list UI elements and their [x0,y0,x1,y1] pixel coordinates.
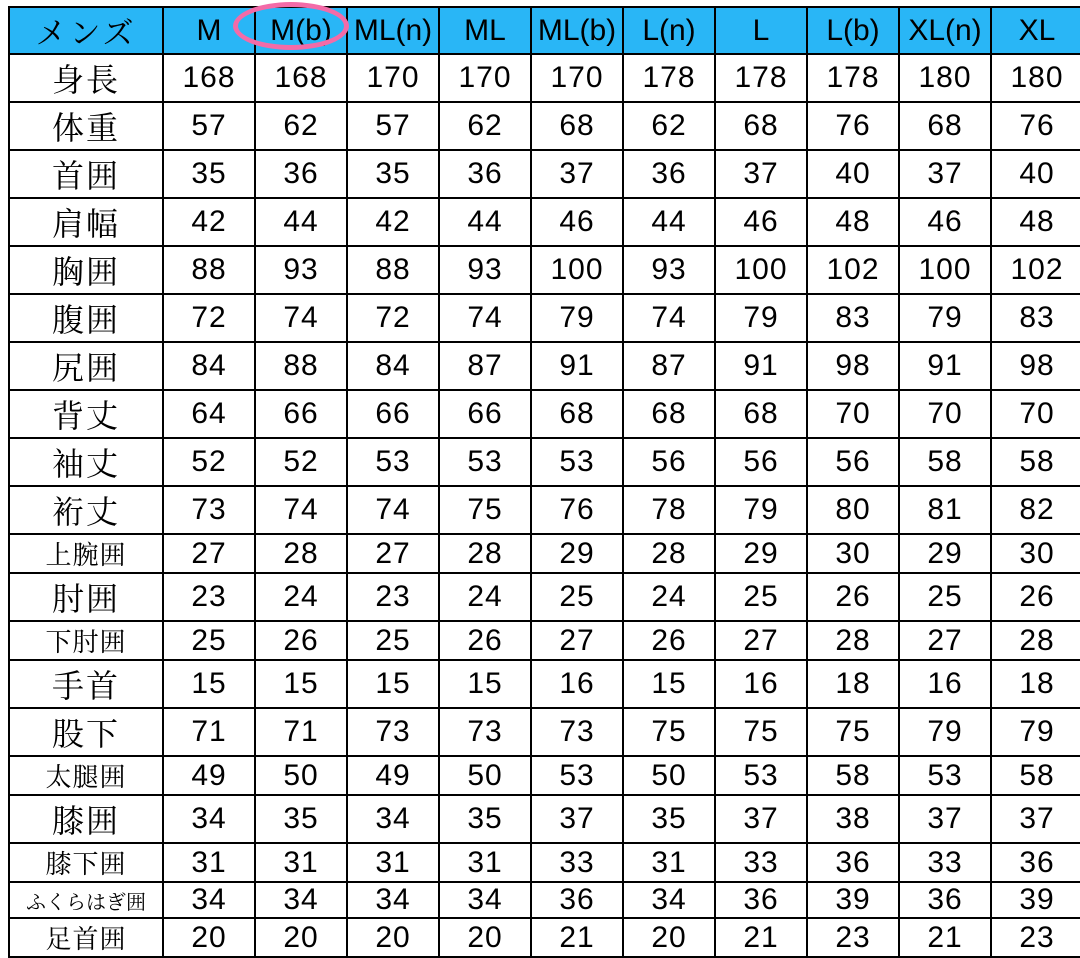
row-label: 肩幅 [9,198,163,246]
value-cell: 28 [807,621,899,660]
table-header-row [9,7,1080,54]
value-cell: 57 [163,102,255,150]
value-cell: 20 [255,918,347,957]
value-cell: 100 [899,246,991,294]
value-cell: 66 [439,390,531,438]
row-label: 腹囲 [9,294,163,342]
value-cell: 18 [807,660,899,708]
value-cell: 31 [623,843,715,882]
value-cell: 31 [439,843,531,882]
value-cell: 15 [163,660,255,708]
column-header: XL [991,7,1080,54]
value-cell: 37 [991,795,1080,843]
column-header: M [163,7,255,54]
value-cell: 58 [991,756,1080,795]
value-cell: 52 [163,438,255,486]
column-header: XL(n) [899,7,991,54]
value-cell: 91 [715,342,807,390]
table-row [9,150,1080,198]
value-cell: 34 [255,882,347,918]
value-cell: 36 [991,843,1080,882]
row-label: 足首囲 [9,918,163,957]
row-label: 尻囲 [9,342,163,390]
value-cell: 58 [899,438,991,486]
value-cell: 91 [899,342,991,390]
value-cell: 75 [623,708,715,756]
value-cell: 36 [623,150,715,198]
table-row [9,795,1080,843]
value-cell: 26 [991,573,1080,621]
value-cell: 33 [531,843,623,882]
value-cell: 15 [623,660,715,708]
table-row [9,54,1080,102]
value-cell: 100 [715,246,807,294]
value-cell: 37 [531,150,623,198]
value-cell: 36 [531,882,623,918]
table-row [9,843,1080,882]
value-cell: 62 [623,102,715,150]
value-cell: 74 [347,486,439,534]
value-cell: 31 [255,843,347,882]
value-cell: 36 [899,882,991,918]
value-cell: 23 [807,918,899,957]
value-cell: 178 [623,54,715,102]
column-header: L [715,7,807,54]
value-cell: 76 [807,102,899,150]
value-cell: 53 [899,756,991,795]
value-cell: 93 [439,246,531,294]
value-cell: 83 [991,294,1080,342]
value-cell: 27 [531,621,623,660]
value-cell: 87 [623,342,715,390]
row-label: 股下 [9,708,163,756]
value-cell: 87 [439,342,531,390]
value-cell: 88 [255,342,347,390]
value-cell: 64 [163,390,255,438]
value-cell: 44 [439,198,531,246]
table-row [9,756,1080,795]
value-cell: 98 [991,342,1080,390]
table-row [9,708,1080,756]
row-label: 裄丈 [9,486,163,534]
value-cell: 37 [715,795,807,843]
value-cell: 27 [715,621,807,660]
row-label: 肘囲 [9,573,163,621]
value-cell: 37 [899,150,991,198]
table-row [9,882,1080,918]
row-label: 太腿囲 [9,756,163,795]
value-cell: 21 [715,918,807,957]
value-cell: 36 [255,150,347,198]
value-cell: 79 [715,294,807,342]
row-label: 胸囲 [9,246,163,294]
value-cell: 70 [991,390,1080,438]
value-cell: 27 [163,534,255,573]
value-cell: 68 [715,102,807,150]
value-cell: 170 [439,54,531,102]
value-cell: 26 [255,621,347,660]
value-cell: 18 [991,660,1080,708]
value-cell: 168 [163,54,255,102]
value-cell: 42 [163,198,255,246]
value-cell: 20 [347,918,439,957]
value-cell: 66 [255,390,347,438]
value-cell: 29 [899,534,991,573]
value-cell: 52 [255,438,347,486]
value-cell: 74 [255,486,347,534]
value-cell: 29 [715,534,807,573]
value-cell: 57 [347,102,439,150]
value-cell: 170 [531,54,623,102]
value-cell: 79 [991,708,1080,756]
value-cell: 102 [991,246,1080,294]
row-label: 手首 [9,660,163,708]
column-header: M(b) [255,7,347,54]
value-cell: 98 [807,342,899,390]
value-cell: 93 [623,246,715,294]
value-cell: 15 [347,660,439,708]
table-row [9,918,1080,957]
value-cell: 66 [347,390,439,438]
value-cell: 73 [531,708,623,756]
value-cell: 48 [991,198,1080,246]
table-row [9,438,1080,486]
value-cell: 48 [807,198,899,246]
value-cell: 26 [807,573,899,621]
value-cell: 78 [623,486,715,534]
value-cell: 16 [715,660,807,708]
value-cell: 82 [991,486,1080,534]
value-cell: 26 [439,621,531,660]
value-cell: 74 [439,294,531,342]
table-row [9,621,1080,660]
value-cell: 79 [899,294,991,342]
value-cell: 37 [531,795,623,843]
value-cell: 20 [623,918,715,957]
table-row [9,198,1080,246]
value-cell: 91 [531,342,623,390]
value-cell: 28 [623,534,715,573]
value-cell: 180 [991,54,1080,102]
value-cell: 46 [715,198,807,246]
value-cell: 35 [623,795,715,843]
value-cell: 36 [715,882,807,918]
row-label: 袖丈 [9,438,163,486]
value-cell: 21 [899,918,991,957]
value-cell: 81 [899,486,991,534]
value-cell: 46 [899,198,991,246]
value-cell: 180 [899,54,991,102]
table-row [9,486,1080,534]
value-cell: 25 [715,573,807,621]
value-cell: 100 [531,246,623,294]
value-cell: 58 [807,756,899,795]
value-cell: 83 [807,294,899,342]
value-cell: 34 [163,795,255,843]
value-cell: 15 [439,660,531,708]
value-cell: 178 [715,54,807,102]
value-cell: 84 [163,342,255,390]
value-cell: 34 [163,882,255,918]
value-cell: 74 [623,294,715,342]
value-cell: 53 [347,438,439,486]
value-cell: 178 [807,54,899,102]
value-cell: 36 [807,843,899,882]
value-cell: 79 [715,486,807,534]
row-label: 首囲 [9,150,163,198]
value-cell: 46 [531,198,623,246]
value-cell: 68 [715,390,807,438]
value-cell: 71 [255,708,347,756]
value-cell: 33 [899,843,991,882]
value-cell: 170 [347,54,439,102]
value-cell: 79 [899,708,991,756]
value-cell: 23 [163,573,255,621]
value-cell: 68 [531,390,623,438]
value-cell: 68 [899,102,991,150]
value-cell: 74 [255,294,347,342]
value-cell: 30 [991,534,1080,573]
value-cell: 50 [439,756,531,795]
value-cell: 15 [255,660,347,708]
value-cell: 40 [807,150,899,198]
value-cell: 84 [347,342,439,390]
value-cell: 53 [715,756,807,795]
value-cell: 24 [255,573,347,621]
value-cell: 40 [991,150,1080,198]
table-corner-label: メンズ [9,7,163,54]
value-cell: 71 [163,708,255,756]
row-label: 膝下囲 [9,843,163,882]
value-cell: 34 [347,882,439,918]
value-cell: 79 [531,294,623,342]
value-cell: 72 [163,294,255,342]
value-cell: 72 [347,294,439,342]
row-label: 下肘囲 [9,621,163,660]
value-cell: 56 [715,438,807,486]
value-cell: 58 [991,438,1080,486]
value-cell: 168 [255,54,347,102]
value-cell: 42 [347,198,439,246]
value-cell: 25 [531,573,623,621]
table-row [9,246,1080,294]
table-row [9,390,1080,438]
row-label: 体重 [9,102,163,150]
value-cell: 26 [623,621,715,660]
table-row [9,342,1080,390]
value-cell: 33 [715,843,807,882]
value-cell: 30 [807,534,899,573]
value-cell: 31 [163,843,255,882]
value-cell: 36 [439,150,531,198]
value-cell: 68 [531,102,623,150]
value-cell: 75 [807,708,899,756]
value-cell: 68 [623,390,715,438]
table-row [9,102,1080,150]
value-cell: 53 [531,756,623,795]
value-cell: 23 [991,918,1080,957]
value-cell: 53 [531,438,623,486]
value-cell: 76 [991,102,1080,150]
value-cell: 34 [439,882,531,918]
value-cell: 24 [439,573,531,621]
column-header: L(n) [623,7,715,54]
value-cell: 50 [623,756,715,795]
value-cell: 75 [715,708,807,756]
value-cell: 20 [439,918,531,957]
value-cell: 76 [531,486,623,534]
value-cell: 44 [255,198,347,246]
value-cell: 16 [531,660,623,708]
row-label: 膝囲 [9,795,163,843]
value-cell: 28 [991,621,1080,660]
value-cell: 35 [255,795,347,843]
value-cell: 27 [899,621,991,660]
size-table-body [9,7,1080,957]
value-cell: 73 [347,708,439,756]
value-cell: 50 [255,756,347,795]
value-cell: 16 [899,660,991,708]
value-cell: 53 [439,438,531,486]
value-cell: 34 [347,795,439,843]
column-header: ML(b) [531,7,623,54]
value-cell: 24 [623,573,715,621]
value-cell: 56 [807,438,899,486]
value-cell: 35 [347,150,439,198]
value-cell: 25 [347,621,439,660]
value-cell: 28 [255,534,347,573]
value-cell: 27 [347,534,439,573]
value-cell: 80 [807,486,899,534]
value-cell: 62 [439,102,531,150]
value-cell: 25 [163,621,255,660]
table-row [9,294,1080,342]
table-row [9,573,1080,621]
value-cell: 88 [163,246,255,294]
value-cell: 49 [163,756,255,795]
size-table [8,6,1080,958]
value-cell: 88 [347,246,439,294]
row-label: 背丈 [9,390,163,438]
column-header: ML [439,7,531,54]
value-cell: 28 [439,534,531,573]
column-header: L(b) [807,7,899,54]
value-cell: 73 [439,708,531,756]
value-cell: 20 [163,918,255,957]
value-cell: 35 [163,150,255,198]
value-cell: 44 [623,198,715,246]
value-cell: 102 [807,246,899,294]
value-cell: 62 [255,102,347,150]
value-cell: 39 [991,882,1080,918]
row-label: ふくらはぎ囲 [9,882,163,918]
value-cell: 75 [439,486,531,534]
value-cell: 70 [807,390,899,438]
row-label: 上腕囲 [9,534,163,573]
value-cell: 23 [347,573,439,621]
table-row [9,660,1080,708]
row-label: 身長 [9,54,163,102]
column-header: ML(n) [347,7,439,54]
value-cell: 39 [807,882,899,918]
table-row [9,534,1080,573]
value-cell: 37 [715,150,807,198]
value-cell: 21 [531,918,623,957]
value-cell: 29 [531,534,623,573]
value-cell: 73 [163,486,255,534]
value-cell: 25 [899,573,991,621]
value-cell: 35 [439,795,531,843]
value-cell: 70 [899,390,991,438]
value-cell: 34 [623,882,715,918]
value-cell: 56 [623,438,715,486]
value-cell: 31 [347,843,439,882]
value-cell: 38 [807,795,899,843]
value-cell: 37 [899,795,991,843]
value-cell: 93 [255,246,347,294]
value-cell: 49 [347,756,439,795]
